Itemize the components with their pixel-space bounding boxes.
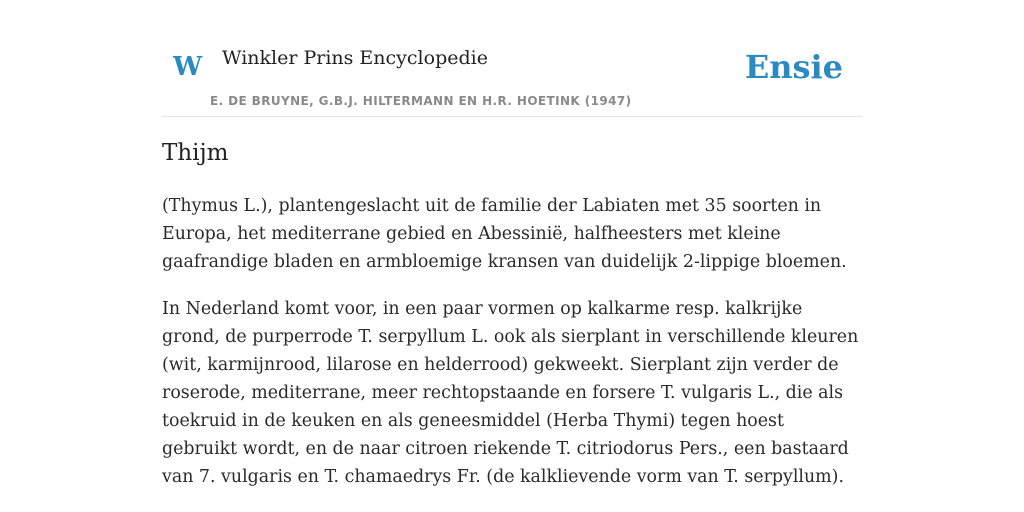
source-authors: E. DE BRUYNE, G.B.J. HILTERMANN EN H.R. HOETINK (1947) xyxy=(210,94,632,108)
source-header xyxy=(162,40,862,117)
entry-paragraph: (Thymus L.), plantengeslacht uit de familie der Labiaten met 35 soorten in Europa, het mediterrane gebied en Abessinië, halfheesters met kleine gaafrandige bladen en armbloemige kransen van duidelijk 2-lippige bloemen. xyxy=(162,196,847,272)
source-title[interactable]: Winkler Prins Encyclopedie xyxy=(222,47,488,69)
entry-paragraph: In Nederland komt voor, in een paar vormen op kalkarme resp. kalkrijke grond, de purperrode T. serpyllum L. ook als sierplant in verschillende kleuren (wit, karmijnrood, lilarose en helderrood) gekweekt. Sierplant zijn verder de roserode, mediterrane, meer rechtopstaande en forsere T. vulgaris L., die als toekruid in de keuken en als geneesmiddel (Herba Thymi) tegen hoest gebruikt wordt, en de naar citroen riekende T. citriodorus Pers., een bastaard van 7. vulgaris en T. chamaedrys Fr. (de kalklievende vorm van T. serpyllum). xyxy=(162,299,859,487)
entry-body xyxy=(162,192,862,510)
entry-title: Thijm xyxy=(162,140,229,166)
ensie-logo[interactable]: Ensie xyxy=(744,48,843,86)
winkler-prins-logo[interactable]: W xyxy=(173,52,203,82)
